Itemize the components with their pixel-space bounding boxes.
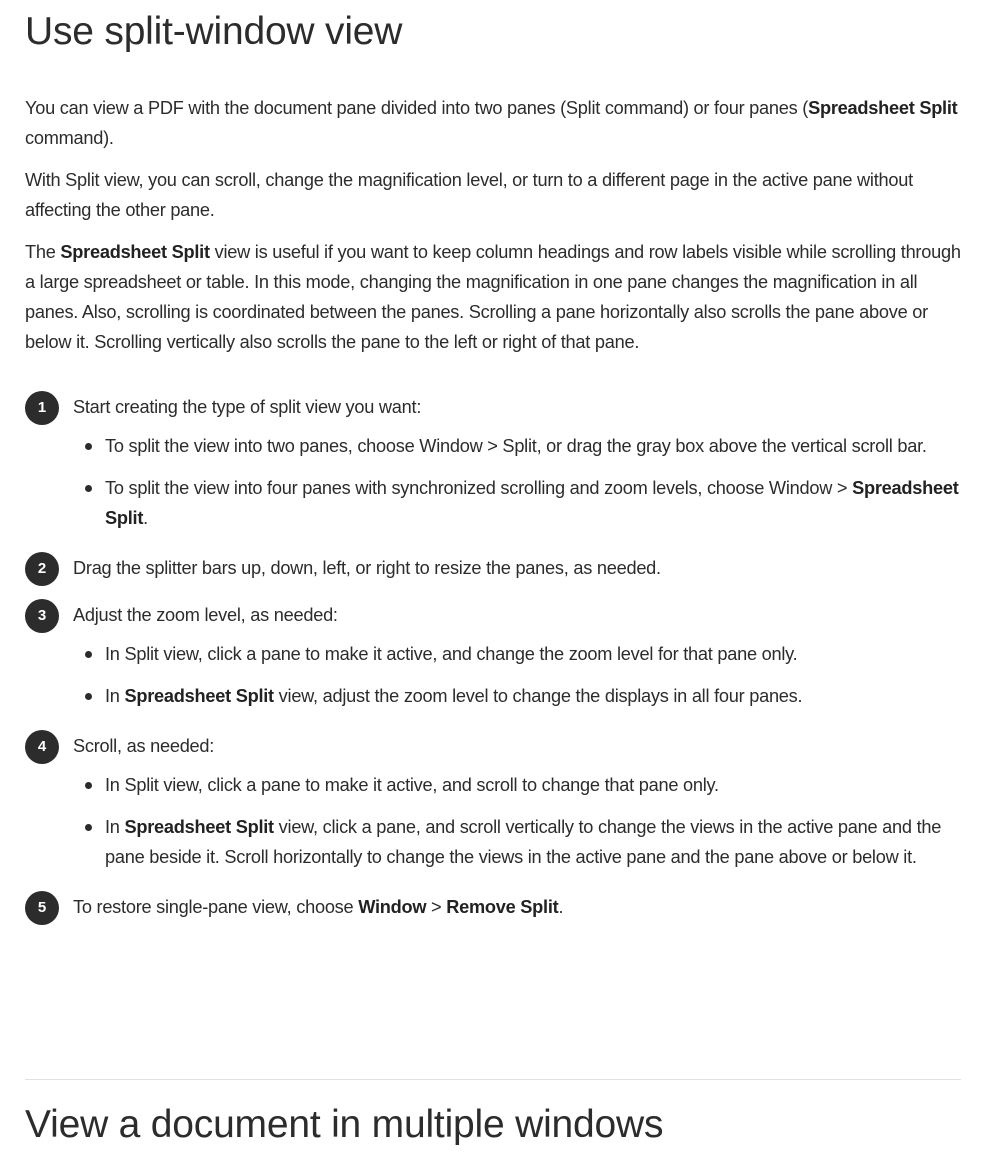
step-3-bullets bbox=[73, 639, 961, 711]
step-5-text-end: . bbox=[558, 897, 564, 917]
intro-1-bold-term: Spreadsheet Split bbox=[808, 98, 958, 118]
step-4 bbox=[25, 728, 961, 872]
step-1-bullets bbox=[73, 431, 961, 533]
list-item bbox=[73, 812, 961, 872]
step-text: Start creating the type of split view you want: bbox=[73, 397, 422, 417]
step-5 bbox=[25, 889, 961, 925]
intro-3-bold-term: Spreadsheet Split bbox=[60, 242, 210, 262]
menu-window-term: Window bbox=[358, 897, 427, 917]
section-title-multiple-windows: View a document in multiple windows bbox=[25, 1103, 664, 1146]
list-item: To split the view into two panes, choose Window > Split, or drag the gray box above the vertical scroll bar. bbox=[73, 431, 961, 461]
step-number-badge: 2 bbox=[25, 552, 59, 586]
intro-paragraph-1 bbox=[25, 93, 961, 153]
bullet-text: In bbox=[105, 686, 125, 706]
intro-3-text-end: view is useful if you want to keep column headings and row labels visible while scrolling through a large spreadsheet or table. In this mode, changing the magnification in one pane changes the magnification in all panes. Also, scrolling is coordinated between the panes. Scrolling a pane horizontally also scrolls the pane above or below it. Scrolling vertically also scrolls the pane to the left or right of that pane. bbox=[25, 242, 961, 352]
bullet-text-end: . bbox=[143, 508, 148, 528]
intro-1-text: You can view a PDF with the document pane divided into two panes (Split command) or four panes ( bbox=[25, 98, 809, 118]
intro-paragraph-2: With Split view, you can scroll, change the magnification level, or turn to a different page in the active pane without affecting the other pane. bbox=[25, 170, 913, 220]
step-number-badge: 3 bbox=[25, 599, 59, 633]
menu-separator: > bbox=[426, 897, 447, 917]
step-number-badge: 1 bbox=[25, 391, 59, 425]
section-title-split-window: Use split-window view bbox=[25, 10, 403, 53]
step-text: Scroll, as needed: bbox=[73, 736, 215, 756]
bullet-bold-term: Spreadsheet Split bbox=[124, 686, 274, 706]
intro-3-text: The bbox=[25, 242, 61, 262]
list-item: In Split view, click a pane to make it active, and change the zoom level for that pane only. bbox=[73, 639, 961, 669]
list-item: In Split view, click a pane to make it active, and scroll to change that pane only. bbox=[73, 770, 961, 800]
step-number-badge: 4 bbox=[25, 730, 59, 764]
bullet-text: To split the view into four panes with synchronized scrolling and zoom levels, choose Window > bbox=[105, 478, 853, 498]
step-4-bullets bbox=[73, 770, 961, 872]
step-2 bbox=[25, 550, 961, 586]
list-item bbox=[73, 681, 961, 711]
bullet-bold-term: Spreadsheet Split bbox=[124, 817, 274, 837]
bullet-text-end: view, adjust the zoom level to change the displays in all four panes. bbox=[273, 686, 803, 706]
section-divider bbox=[25, 1079, 961, 1080]
intro-paragraph-3 bbox=[25, 237, 961, 357]
bullet-text: In bbox=[105, 817, 125, 837]
step-number-badge: 5 bbox=[25, 891, 59, 925]
step-3 bbox=[25, 597, 961, 711]
step-text: Drag the splitter bars up, down, left, or right to resize the panes, as needed. bbox=[73, 558, 661, 578]
step-5-text: To restore single-pane view, choose bbox=[73, 897, 359, 917]
list-item bbox=[73, 473, 961, 533]
menu-remove-split-term: Remove Split bbox=[446, 897, 559, 917]
steps-list bbox=[25, 389, 961, 925]
bullet-text-end: view, click a pane, and scroll vertically to change the views in the active pane and the pane beside it. Scroll horizontally to change the views in the active pane and the pane above or below it. bbox=[105, 817, 942, 867]
intro-1-text-end: command). bbox=[25, 128, 114, 148]
bullet-bold-term: Spreadsheet Split bbox=[105, 478, 959, 528]
step-text bbox=[73, 889, 961, 925]
step-1 bbox=[25, 389, 961, 533]
step-text: Adjust the zoom level, as needed: bbox=[73, 605, 338, 625]
